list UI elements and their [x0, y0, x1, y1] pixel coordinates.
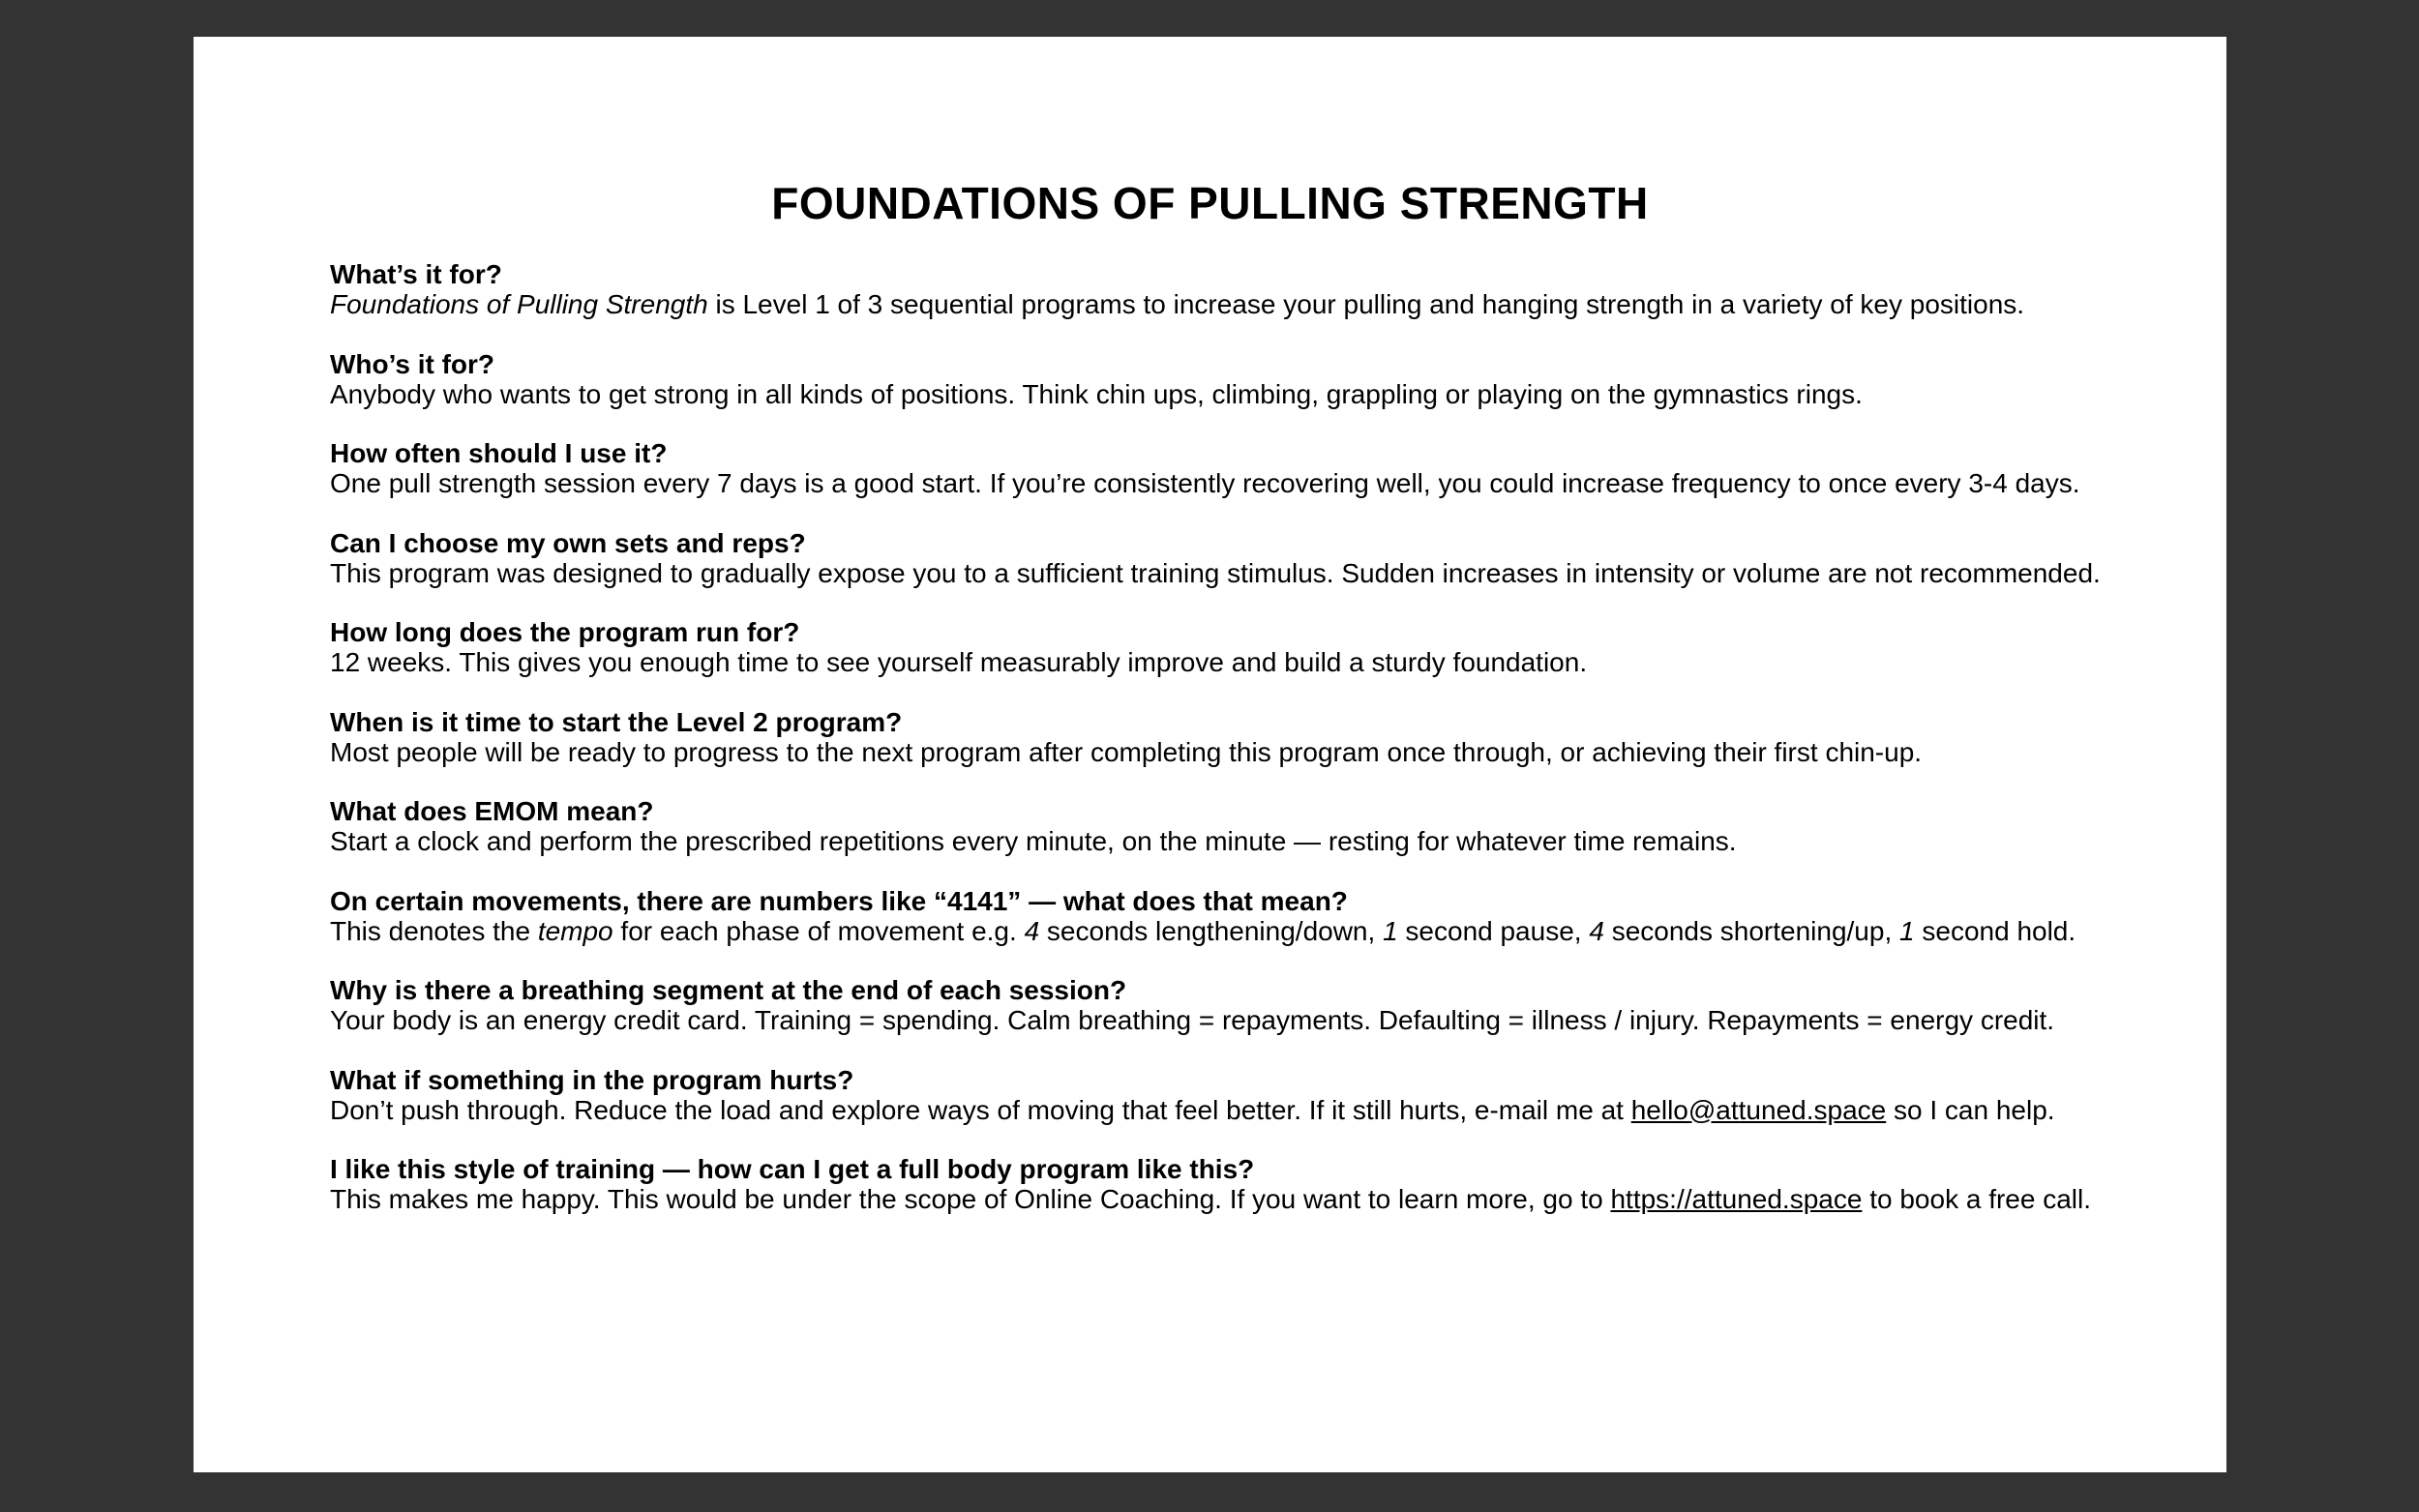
faq-item [330, 259, 2168, 349]
faq-question: How often should I use it? [330, 438, 668, 468]
faq-question: Who’s it for? [330, 348, 495, 379]
answer-text: Don’t push through. Reduce the load and explore ways of moving that feel better. If it still hurts, e-mail me at [330, 1094, 1631, 1125]
faq-item [330, 438, 2168, 528]
faq-item [330, 796, 2168, 886]
faq-answer [330, 558, 2168, 588]
faq-answer [330, 737, 2168, 767]
answer-text: second hold. [1914, 915, 2076, 946]
faq-answer [330, 647, 2168, 677]
faq-item [330, 707, 2168, 797]
answer-text: 12 weeks. This gives you enough time to see yourself measurably improve and build a sturdy foundation. [330, 647, 1588, 677]
answer-text: second pause, [1397, 915, 1590, 946]
emphasis-text: 1 [1899, 915, 1915, 946]
faq-question: How long does the program run for? [330, 617, 800, 647]
answer-text: seconds lengthening/down, [1039, 915, 1384, 946]
answer-text: Start a clock and perform the prescribed repetitions every minute, on the minute — resting for whatever time remains. [330, 826, 1737, 856]
faq-answer [330, 916, 2168, 946]
emphasis-text: 4 [1589, 915, 1604, 946]
faq-item [330, 1065, 2168, 1155]
answer-text: Most people will be ready to progress to the next program after completing this program once through, or achieving their first chin-up. [330, 736, 1923, 767]
document-page [194, 37, 2226, 1472]
emphasis-text: 1 [1383, 915, 1398, 946]
emphasis-text: tempo [537, 915, 613, 946]
answer-text: is Level 1 of 3 sequential programs to increase your pulling and hanging strength in a variety of key positions. [707, 289, 2025, 319]
faq-question: Why is there a breathing segment at the end of each session? [330, 975, 1127, 1005]
faq-item [330, 886, 2168, 976]
link[interactable]: hello@attuned.space [1630, 1094, 1887, 1125]
faq-question: What if something in the program hurts? [330, 1064, 854, 1095]
faq-question: What does EMOM mean? [330, 796, 654, 826]
page-title: FOUNDATIONS OF PULLING STRENGTH [771, 178, 1649, 228]
faq-item [330, 528, 2168, 618]
answer-text: This program was designed to gradually expose you to a sufficient training stimulus. Sudden increases in intensity or volume are not recommended. [330, 557, 2101, 588]
answer-text: Anybody who wants to get strong in all kinds of positions. Think chin ups, climbing, grappling or playing on the gymnastics rings. [330, 378, 1863, 409]
answer-text: This makes me happy. This would be under the scope of Online Coaching. If you want to learn more, go to [330, 1184, 1611, 1214]
faq-list [330, 259, 2168, 1244]
faq-answer [330, 1005, 2168, 1035]
link[interactable]: https://attuned.space [1610, 1184, 1863, 1214]
answer-text: to book a free call. [1862, 1184, 2092, 1214]
faq-answer [330, 289, 2168, 319]
faq-answer [330, 468, 2168, 498]
faq-answer [330, 1184, 2168, 1214]
faq-question: What’s it for? [330, 259, 502, 289]
answer-text: for each phase of movement e.g. [612, 915, 1025, 946]
answer-text: so I can help. [1886, 1094, 2055, 1125]
answer-text: seconds shortening/up, [1603, 915, 1900, 946]
faq-question: When is it time to start the Level 2 program? [330, 706, 903, 737]
faq-question: I like this style of training — how can I get a full body program like this? [330, 1154, 1255, 1184]
emphasis-text: Foundations of Pulling Strength [330, 289, 708, 319]
faq-item [330, 975, 2168, 1065]
emphasis-text: 4 [1024, 915, 1040, 946]
answer-text: Your body is an energy credit card. Training = spending. Calm breathing = repayments. Defaulting = illness / injury. Repayments = energy credit. [330, 1005, 2055, 1035]
faq-item [330, 617, 2168, 707]
faq-question: On certain movements, there are numbers like “4141” — what does that mean? [330, 885, 1348, 916]
faq-answer [330, 1095, 2168, 1125]
faq-item [330, 1154, 2168, 1244]
faq-item [330, 349, 2168, 439]
faq-question: Can I choose my own sets and reps? [330, 527, 806, 558]
faq-answer [330, 379, 2168, 409]
answer-text: This denotes the [330, 915, 538, 946]
answer-text: One pull strength session every 7 days is a good start. If you’re consistently recovering well, you could increase frequency to once every 3-4 days. [330, 468, 2080, 498]
faq-answer [330, 826, 2168, 856]
